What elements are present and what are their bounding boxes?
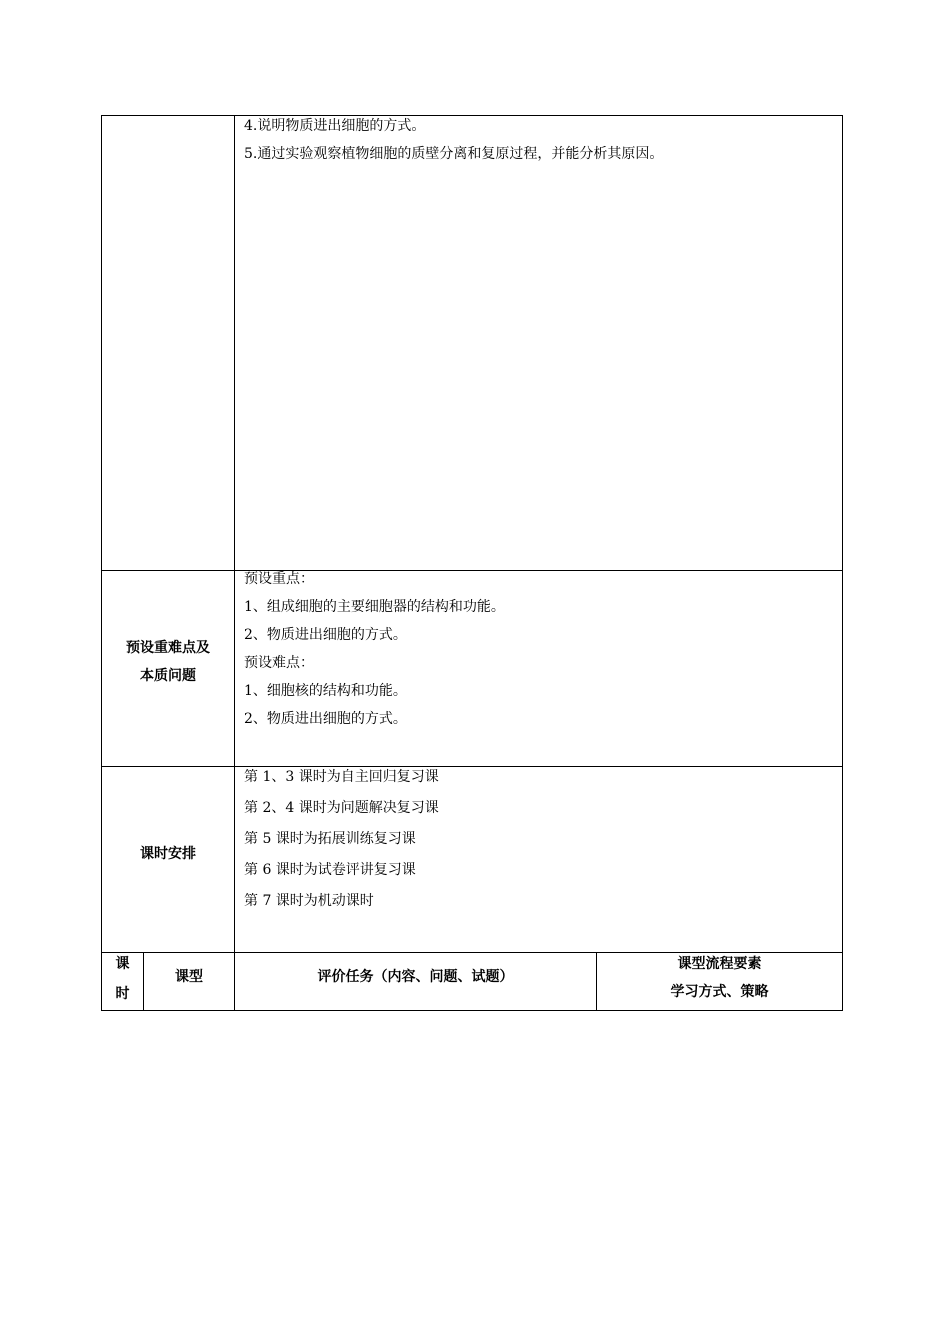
key-points-line: 预设重点： bbox=[244, 571, 314, 587]
key-points-line: 1、组成细胞的主要细胞器的结构和功能。 bbox=[244, 599, 505, 615]
header-flow-elements: 课型流程要素 bbox=[677, 956, 762, 972]
table-border-left bbox=[101, 115, 102, 1011]
row-divider-1 bbox=[101, 570, 843, 571]
schedule-line: 第 2、4 课时为问题解决复习课 bbox=[244, 800, 439, 816]
key-points-label-line1: 预设重难点及 bbox=[126, 640, 210, 656]
schedule-line: 第 6 课时为试卷评讲复习课 bbox=[244, 862, 416, 878]
key-points-line: 2、物质进出细胞的方式。 bbox=[244, 711, 407, 727]
key-points-line: 1、细胞核的结构和功能。 bbox=[244, 683, 407, 699]
table-border-top bbox=[101, 115, 843, 116]
row-divider-3 bbox=[101, 952, 843, 953]
key-points-label-line2: 本质问题 bbox=[140, 668, 196, 684]
schedule-line: 第 7 课时为机动课时 bbox=[244, 893, 374, 909]
schedule-line: 第 5 课时为拓展训练复习课 bbox=[244, 831, 416, 847]
label-column-divider bbox=[234, 115, 235, 1011]
schedule-line: 第 1、3 课时为自主回归复习课 bbox=[244, 769, 439, 785]
header-lesson-line2: 时 bbox=[115, 986, 130, 1002]
key-points-line: 2、物质进出细胞的方式。 bbox=[244, 627, 407, 643]
header-evaluation-task: 评价任务（内容、问题、试题） bbox=[317, 969, 514, 985]
header-learning-methods: 学习方式、策略 bbox=[670, 984, 769, 1000]
table-border-bottom bbox=[101, 1010, 843, 1011]
objective-line-4: 4.说明物质进出细胞的方式。 bbox=[244, 118, 426, 134]
objective-line-5: 5.通过实验观察植物细胞的质壁分离和复原过程，并能分析其原因。 bbox=[244, 146, 664, 162]
header-lesson-line1: 课 bbox=[115, 956, 130, 972]
row-divider-2 bbox=[101, 766, 843, 767]
table-border-right bbox=[842, 115, 843, 1011]
key-points-line: 预设难点： bbox=[244, 655, 314, 671]
schedule-label: 课时安排 bbox=[140, 846, 196, 862]
header-lesson-type: 课型 bbox=[175, 969, 203, 985]
